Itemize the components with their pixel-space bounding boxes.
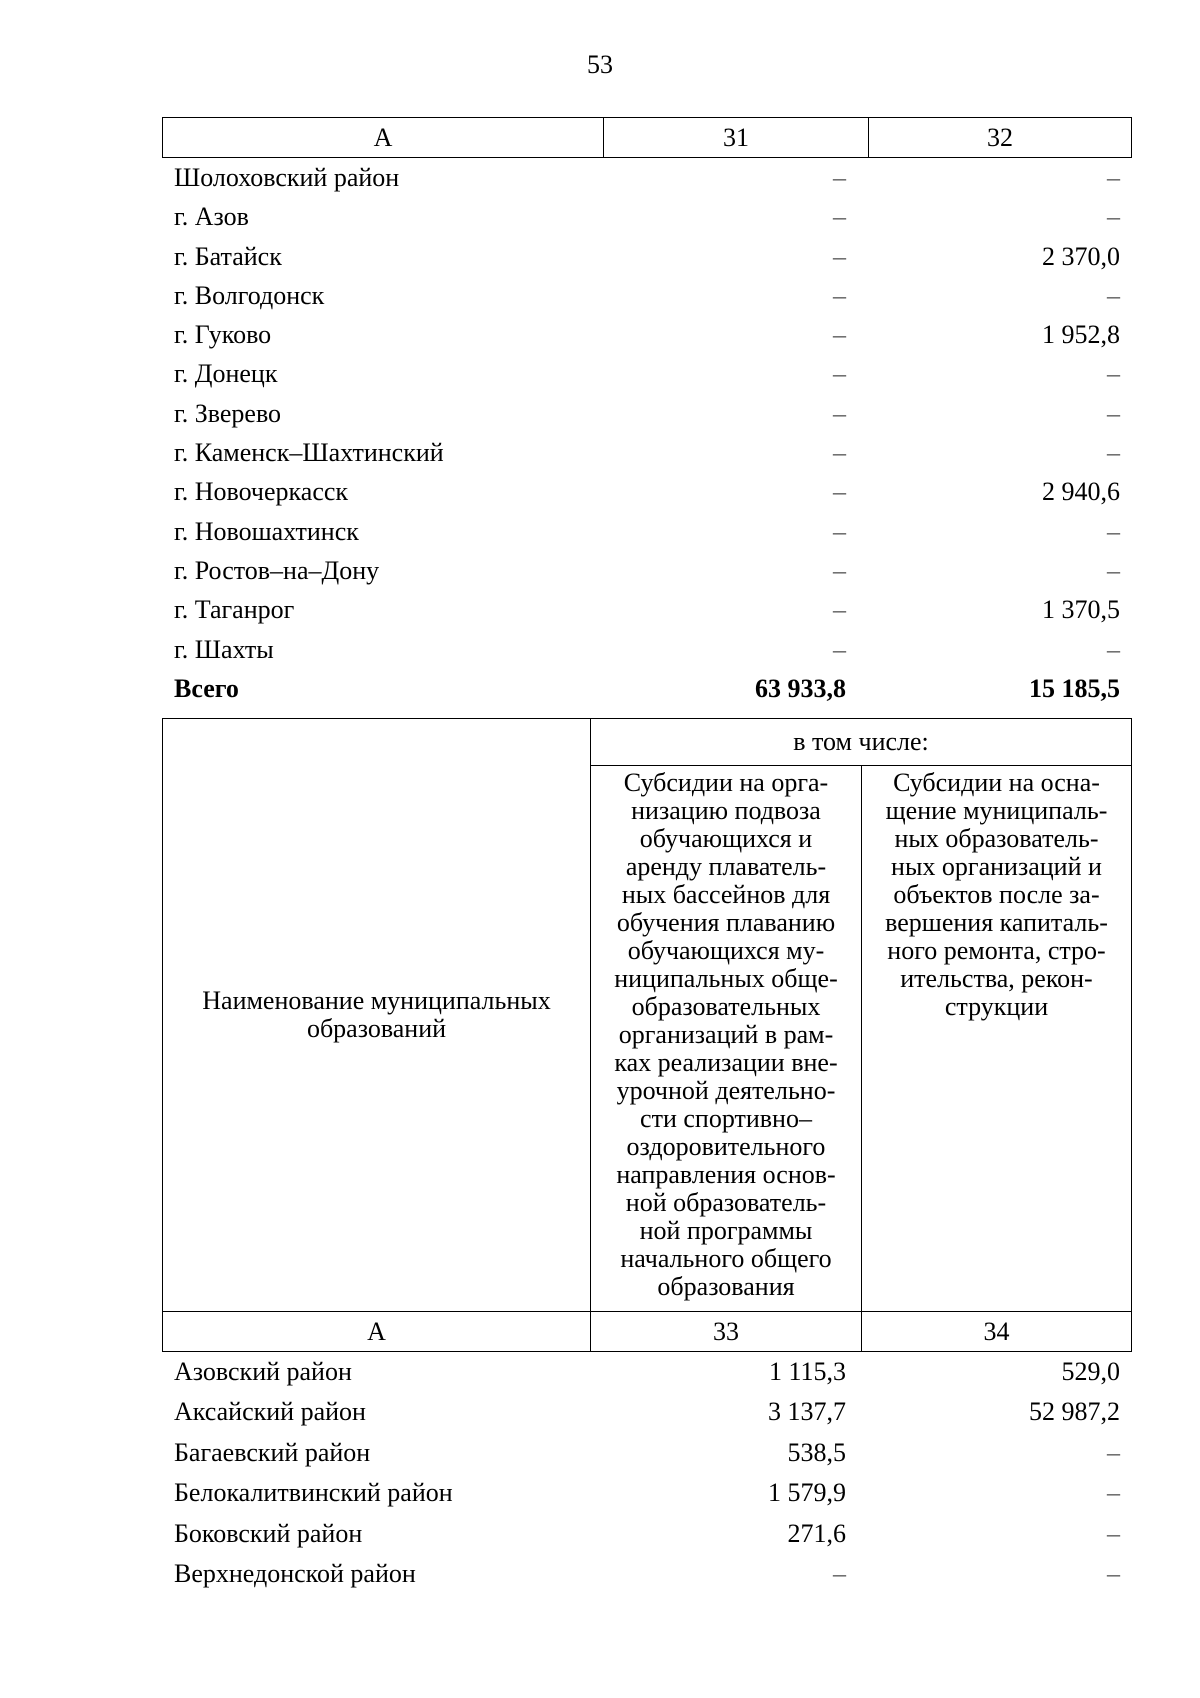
row-value-32: – <box>1107 398 1120 428</box>
row-value-34: – <box>1107 1437 1120 1467</box>
total-value-32: 15 185,5 <box>1029 673 1120 703</box>
col33-header: Субсидии на орга- низацию подвоза обучающихся и аренду плаватель- ных бассейнов для обучения плаванию обучающихся му- ниципальных обще- образовательных организаций в рам- ках реализации вне- урочной деятельно- сти спортивно– оздоровительного направления основ- ной образователь- ной программы начального общего образования <box>591 765 862 1311</box>
row-name: Боковский район <box>174 1518 363 1548</box>
row-name: Белокалитвинский район <box>174 1478 453 1508</box>
row-name: г. Волгодонск <box>174 280 325 310</box>
table-row <box>162 1352 1132 1392</box>
row-value-31: – <box>833 202 846 232</box>
row-value-31: – <box>833 359 846 389</box>
table-row <box>162 276 1132 315</box>
table-row <box>162 1433 1132 1473</box>
row-value-34: – <box>1107 1558 1120 1588</box>
table-row <box>162 197 1132 236</box>
row-name: г. Новошахтинск <box>174 516 359 546</box>
row-name: Аксайский район <box>174 1397 366 1427</box>
row-name: г. Гуково <box>174 320 272 350</box>
total-value-31: 63 933,8 <box>755 673 846 703</box>
row-value-31: – <box>833 398 846 428</box>
row-value-31: – <box>833 555 846 585</box>
row-value-34: 529,0 <box>1061 1357 1120 1386</box>
header-col-32: 32 <box>987 122 1013 152</box>
row-value-32: – <box>1107 634 1120 664</box>
row-value-31: – <box>833 241 846 271</box>
row-name: Азовский район <box>174 1357 352 1386</box>
header-col-a: А <box>163 118 604 157</box>
row-name: г. Азов <box>174 202 249 232</box>
row-value-31: – <box>833 280 846 310</box>
row-value-32: – <box>1107 163 1120 192</box>
row-value-32: 2 370,0 <box>1042 241 1120 271</box>
table-row <box>162 630 1132 669</box>
row-value-34: 52 987,2 <box>1029 1397 1120 1427</box>
row-name: Багаевский район <box>174 1437 371 1467</box>
row-value-33: 271,6 <box>787 1518 846 1548</box>
number-a: А <box>163 1312 591 1352</box>
row-value-31: – <box>833 477 846 507</box>
row-value-34: – <box>1107 1478 1120 1508</box>
row-value-33: 538,5 <box>787 1437 846 1467</box>
table-row <box>162 354 1132 393</box>
row-name: г. Зверево <box>174 398 282 428</box>
table1-body <box>162 158 1132 708</box>
table-row <box>162 1392 1132 1432</box>
row-value-32: 2 940,6 <box>1042 477 1120 507</box>
header-col-31: 31 <box>604 118 869 157</box>
table-row <box>162 1473 1132 1513</box>
name-header-text: Наименование муниципальных образований <box>202 986 551 1043</box>
table-row <box>162 1554 1132 1594</box>
table-row <box>162 237 1132 276</box>
row-value-32: 1 370,5 <box>1042 595 1120 625</box>
row-name: Шолоховский район <box>174 163 400 192</box>
row-value-32: 1 952,8 <box>1042 320 1120 350</box>
row-value-33: 3 137,7 <box>768 1397 846 1427</box>
row-value-31: – <box>833 634 846 664</box>
row-name: г. Донецк <box>174 359 278 389</box>
row-value-32: – <box>1107 516 1120 546</box>
table2-header <box>162 718 1132 1352</box>
table-row <box>162 158 1132 197</box>
col34-header: Субсидии на осна- щение муниципаль- ных образователь- ных организаций и объектов после за- вершения капиталь- ного ремонта, стро- ительства, рекон- струкции <box>885 768 1108 1021</box>
row-value-31: – <box>833 516 846 546</box>
table2-body <box>162 1352 1132 1594</box>
table-row <box>162 590 1132 629</box>
row-value-31: – <box>833 320 846 350</box>
row-name: Верхнедонской район <box>174 1558 416 1588</box>
name-header <box>163 719 591 1311</box>
table1-header <box>162 117 1132 158</box>
column-numbers-row <box>163 1311 1131 1352</box>
row-value-31: – <box>833 163 846 192</box>
row-value-33: 1 115,3 <box>768 1357 846 1386</box>
row-value-34: – <box>1107 1518 1120 1548</box>
row-value-33: – <box>833 1558 846 1588</box>
table-row <box>162 551 1132 590</box>
row-name: г. Новочеркасск <box>174 477 349 507</box>
table-row <box>162 433 1132 472</box>
row-value-31: – <box>833 595 846 625</box>
total-row <box>162 669 1132 708</box>
row-name: г. Каменск–Шахтинский <box>174 438 444 468</box>
number-33: 33 <box>591 1312 862 1352</box>
row-value-32: – <box>1107 359 1120 389</box>
table-row <box>162 315 1132 354</box>
row-value-32: – <box>1107 280 1120 310</box>
row-name: г. Батайск <box>174 241 282 271</box>
number-34: 34 <box>983 1317 1010 1346</box>
page-number: 53 <box>587 50 613 79</box>
row-value-32: – <box>1107 555 1120 585</box>
row-value-33: 1 579,9 <box>768 1478 846 1508</box>
table-row <box>162 512 1132 551</box>
table-row <box>162 472 1132 511</box>
including-header: в том числе: <box>591 719 1131 766</box>
total-label: Всего <box>174 673 239 703</box>
table-row <box>162 394 1132 433</box>
table-row <box>162 1514 1132 1554</box>
row-value-31: – <box>833 438 846 468</box>
row-name: г. Шахты <box>174 634 274 664</box>
row-value-32: – <box>1107 202 1120 232</box>
row-name: г. Таганрог <box>174 595 295 625</box>
row-value-32: – <box>1107 438 1120 468</box>
row-name: г. Ростов–на–Дону <box>174 555 380 585</box>
